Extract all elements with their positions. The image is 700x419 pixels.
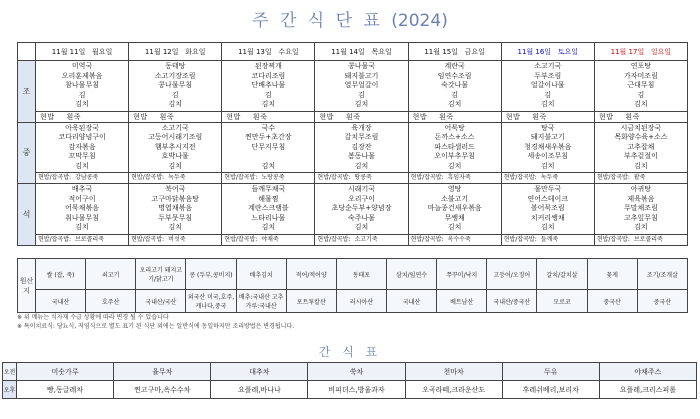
dish-item: 어묵탕 — [444, 123, 465, 132]
dish-item: 찐만두+초간장 — [245, 133, 292, 141]
meal-label: 중 — [18, 122, 36, 184]
dish-item: 무말채조림 — [624, 204, 658, 212]
dish-item: 근대무침 — [627, 81, 655, 89]
dish-item: 세송이조무침 — [527, 152, 569, 160]
title-text: 주 간 식 단 표 — [252, 11, 383, 31]
menu-cell-fri — [408, 184, 501, 235]
menu-cell-wed — [222, 184, 315, 235]
day-header-fri: 11월 15일 금요일 — [408, 43, 501, 61]
rice-porridge-cell — [222, 234, 315, 245]
dish-item: 참나물무침 — [65, 81, 99, 89]
origin-item-country: 국내산 — [386, 290, 436, 313]
dish-item: 취나물무침 — [65, 213, 99, 222]
rice-porridge-cell — [594, 173, 687, 184]
dish-item: 단무지무침 — [251, 142, 286, 151]
corner-cell — [18, 43, 36, 61]
dish-item: 봄동나물 — [347, 152, 376, 160]
origin-item-name: 쇠고기 — [86, 259, 136, 290]
dish-item: 청경채새우볶음 — [524, 142, 572, 151]
menu-cell-sun — [594, 184, 687, 235]
dish-item: 육개장 — [351, 123, 372, 132]
rice-label: 현밥/잡곡밥: — [38, 174, 72, 181]
dish-item: 해물찜 — [258, 194, 279, 203]
dish-item: 소고기장조림 — [154, 71, 196, 80]
dish-item — [222, 152, 314, 162]
origin-item-name: 삼치/임연수 — [386, 259, 436, 290]
snack-item: 대추차 — [211, 363, 308, 381]
rice-cell — [501, 111, 594, 122]
porridge-label: 흰죽 — [252, 112, 268, 121]
dish-item: 감자볶음 — [68, 142, 96, 151]
porridge-name: 흑임자죽 — [447, 174, 471, 181]
dish-item: 김 — [358, 90, 365, 99]
rice-porridge-cell — [501, 234, 594, 245]
rice-label: 현밥/잡곡밥: — [224, 235, 258, 243]
snack-item: 천마차 — [405, 363, 502, 381]
rice-label: 현밥/잡곡밥: — [503, 235, 537, 243]
origin-item-country: 러시아산 — [336, 290, 386, 313]
rice-porridge-cell — [36, 173, 129, 184]
snack-item: 요플레,크리스피롤 — [599, 381, 696, 399]
dish-item: 영탕 — [447, 185, 462, 193]
day-header-thu: 11월 14일 목요일 — [315, 43, 408, 61]
meal-label: 석 — [18, 184, 36, 246]
dish-item: 열무얼갈이 — [344, 81, 379, 89]
menu-cell-mon — [36, 184, 129, 235]
dish-item: 오리훈제볶음 — [61, 71, 103, 80]
dish-item: 햄부추시지전 — [154, 142, 196, 151]
menu-cell-sun — [594, 61, 687, 112]
dish-item: 오이부추무침 — [434, 152, 475, 160]
dish-item: 꼬막무침 — [68, 152, 96, 160]
rice-porridge-cell — [129, 173, 222, 184]
dish-item: 목화양수육+소스 — [614, 133, 668, 141]
dish-item: 김치 — [261, 223, 276, 231]
snack-item: 쑥차 — [308, 363, 405, 381]
dish-item: 고구마닭볶음탕 — [151, 194, 199, 203]
origin-item-country: 국내산 — [36, 290, 86, 313]
rice-label: 현밥/잡곡밥: — [224, 174, 258, 181]
origin-item-name: 오리고기 돼지고기/닭고기 — [136, 259, 186, 290]
dish-item: 마늘종건새우볶음 — [427, 204, 482, 212]
porridge-name: 팥죽 — [633, 174, 646, 181]
menu-cell-wed — [222, 61, 315, 112]
origin-item-country: 외국산 미국,호주,캐나다,중국 — [186, 290, 236, 313]
origin-item-name: 고등어/오징어 — [487, 259, 537, 290]
rice-porridge-cell — [594, 234, 687, 245]
dish-item: 김 — [544, 90, 552, 99]
dish-item: 가자미조림 — [624, 71, 658, 80]
rice-label: 현밥/잡곡밥: — [131, 235, 165, 243]
rice-cell — [222, 111, 315, 122]
dish-item: 코다리조림 — [251, 71, 286, 80]
dish-item: 김치 — [541, 223, 555, 231]
porridge-label: 흰죽 — [625, 112, 640, 121]
snack-item: 후레쉬베리,보리차 — [502, 381, 599, 399]
day-header-mon: 11월 11일 월요일 — [36, 43, 129, 61]
origin-item-country: 중국산 — [637, 290, 687, 313]
dish-item: 명엽채볶음 — [158, 204, 193, 212]
dish-item: 김치 — [541, 100, 555, 108]
rice-label: 현밥/잡곡밥: — [596, 174, 630, 181]
rice-label: 현밥/잡곡밥: — [131, 174, 165, 181]
weekly-menu-table — [17, 42, 688, 246]
rice-row — [18, 234, 688, 245]
menu-cell-thu — [315, 61, 408, 112]
origin-item-country: 호주산 — [86, 290, 136, 313]
dish-item: 물만두국 — [534, 185, 562, 193]
dish-item: 김치 — [354, 161, 369, 170]
dish-item: 치커리쌩채 — [530, 213, 565, 222]
dish-item: 연어스테이크 — [527, 194, 569, 203]
dish-item: 소고기국 — [534, 62, 562, 70]
rice-porridge-cell — [315, 173, 408, 184]
dish-item: 김치 — [447, 161, 462, 170]
dish-item: 숙갓나물 — [441, 81, 469, 89]
rice-label: 현밥 — [598, 112, 614, 121]
dish-item: 김치 — [168, 100, 182, 108]
dish-item: 김치 — [447, 223, 462, 231]
porridge-name: 강남콩죽 — [75, 174, 99, 181]
dish-item: 콩나물국 — [347, 62, 376, 70]
rice-porridge-cell — [129, 234, 222, 245]
menu-cell-fri — [408, 122, 501, 173]
dish-item: 김치 — [168, 161, 182, 170]
dish-item: 김 — [78, 90, 86, 99]
porridge-name: 야채죽 — [261, 235, 279, 243]
day-header-sun: 11월 17일 일요일 — [594, 43, 687, 61]
dish-item: 두부조림 — [534, 71, 562, 80]
origin-item-country: 배추:국내산 고추가루:국내산 — [236, 290, 286, 313]
dish-item: 김치 — [261, 161, 276, 170]
note-1: ※ 위 메뉴는 식자재 수급 상황에 따라 변경 될 수 있습니다 — [17, 314, 169, 321]
dish-item: 김치 — [168, 223, 182, 231]
dish-item: 김치 — [75, 223, 89, 231]
porridge-name: 땅콩죽 — [354, 174, 372, 181]
rice-porridge-cell — [501, 173, 594, 184]
dish-item: 김치 — [354, 100, 369, 108]
rice-row — [18, 173, 688, 184]
dish-item: 아욱된장국 — [65, 123, 99, 132]
dish-item: 돈까스+소스 — [434, 133, 475, 141]
snack-item: 두유 — [502, 363, 599, 381]
menu-cell-sun — [594, 122, 687, 173]
menu-cell-sat — [501, 61, 594, 112]
rice-label: 현밥/잡곡밥: — [503, 174, 537, 181]
rice-label: 현밥 — [133, 112, 148, 121]
snack-item: 요플레,바나나 — [211, 381, 308, 399]
menu-cell-sat — [501, 122, 594, 173]
porridge-name: 녹두죽 — [168, 174, 186, 181]
origin-item-name: 조기/조개살 — [637, 259, 687, 290]
note-2: ※ 특이치료식: 당뇨식, 저염식으로 별도 표기 된 식단 외에는 일반식에 동일하지만 조리방법은 변경됩니다. — [17, 323, 295, 330]
menu-cell-wed — [222, 122, 315, 173]
dish-item: 고추잡채 — [627, 142, 655, 151]
dish-item: 김치 — [634, 161, 648, 170]
porridge-name: 브로콜리죽 — [75, 235, 105, 243]
dish-item: 고추잎무침 — [624, 213, 658, 222]
dish-item: 볼어묵조림 — [530, 204, 565, 212]
dish-item: 된장찌개 — [254, 62, 282, 70]
rice-label: 현밥/잡곡밥: — [38, 235, 72, 243]
dish-item: 임연수조림 — [437, 71, 472, 80]
rice-porridge-cell — [222, 173, 315, 184]
menu-cell-tue — [129, 184, 222, 235]
origin-names-row — [18, 259, 688, 290]
snack-item: 야채주스 — [599, 363, 696, 381]
origin-item-name: 콩 (두부,콩비지) — [186, 259, 236, 290]
menu-cell-fri — [408, 61, 501, 112]
rice-label: 현밥/잡곡밥: — [317, 174, 351, 181]
dish-item: 코다리양념구이 — [58, 133, 106, 141]
porridge-name: 노랑콩죽 — [261, 174, 285, 181]
origin-item-country: 국내산/국산 — [136, 290, 186, 313]
menu-cell-thu — [315, 184, 408, 235]
porridge-label: 흰죽 — [439, 112, 454, 121]
rice-label: 현밥 — [412, 112, 428, 121]
dish-item: 무쌩채 — [444, 213, 465, 222]
snack-table — [2, 362, 697, 399]
snack-row — [3, 381, 697, 399]
dish-item: 돼지불고기 — [530, 133, 565, 141]
dish-item: 시금치된장국 — [620, 123, 662, 132]
dish-item: 제육볶음 — [627, 194, 655, 203]
dish-item: 김치 — [447, 100, 462, 108]
dish-item: 김 — [171, 90, 179, 99]
dish-item: 숙주나물 — [347, 213, 376, 222]
dish-item: 김 — [637, 90, 645, 99]
origin-item-name: 쭈꾸미/낙지 — [437, 259, 487, 290]
snack-item: 오곡라떼,크라운산도 — [405, 381, 502, 399]
dish-item: 김치 — [541, 161, 555, 170]
menu-cell-mon — [36, 122, 129, 173]
dish-item: 동태탕 — [165, 62, 186, 70]
dish-item: 김치 — [75, 161, 89, 170]
dish-item: 콩나물무침 — [158, 81, 193, 89]
porridge-name: 녹두죽 — [540, 174, 559, 181]
origin-item-name: 적어/적어양 — [286, 259, 336, 290]
rice-cell — [129, 111, 222, 122]
origin-item-country: 포트투칼산 — [286, 290, 336, 313]
porridge-label: 흰죽 — [66, 112, 82, 121]
dish-item: 소고기국 — [161, 123, 189, 132]
notes — [17, 313, 294, 331]
porridge-name: 옥수수죽 — [447, 235, 471, 243]
day-header-tue: 11월 12일 화요일 — [129, 43, 222, 61]
dish-item: 느타리나물 — [251, 213, 286, 222]
dish-item: 배추국 — [71, 185, 93, 193]
page-title — [0, 6, 700, 31]
dish-item: 북어국 — [165, 185, 186, 193]
meal-row — [18, 122, 688, 173]
title-year: (2024) — [391, 11, 448, 31]
dish-item: 김치 — [261, 100, 276, 108]
dish-item: 김치 — [634, 223, 648, 231]
origin-table — [17, 258, 688, 313]
dish-item: 김 — [451, 90, 459, 99]
meal-row — [18, 184, 688, 235]
menu-cell-sat — [501, 184, 594, 235]
dish-item: 단배추나물 — [251, 81, 286, 89]
rice-porridge-cell — [315, 234, 408, 245]
dish-item: 아귀탕 — [630, 185, 652, 193]
origin-item-name: 쌀 (잡, 죽) — [36, 259, 86, 290]
snack-time-label: 오전 — [3, 363, 17, 381]
dish-item: 국수 — [261, 123, 276, 132]
rice-label: 현밥/잡곡밥: — [410, 235, 444, 243]
dish-item: 김치 — [75, 100, 89, 108]
menu-cell-mon — [36, 61, 129, 112]
menu-cell-tue — [129, 122, 222, 173]
rice-label: 현밥/잡곡밥: — [596, 235, 630, 243]
origin-label: 원산지 — [18, 259, 36, 313]
menu-cell-tue — [129, 61, 222, 112]
dish-item: 김치 — [634, 100, 648, 108]
dish-item: 김치 — [354, 223, 369, 231]
dish-item: 파스타샐러드 — [434, 142, 475, 151]
origin-item-name: 갈치/갈치살 — [537, 259, 587, 290]
origin-item-country: 중국산 — [587, 290, 637, 313]
dish-item: 적어구이 — [68, 194, 96, 203]
porridge-name: 브로콜리죽 — [633, 235, 663, 243]
dish-item: 김 — [264, 90, 272, 99]
rice-porridge-cell — [408, 234, 501, 245]
dish-item: 연포탕 — [630, 62, 652, 70]
snack-item: 비피더스,방울과자 — [308, 381, 405, 399]
meal-label: 조 — [18, 61, 36, 123]
dish-item: 탕국 — [541, 123, 555, 132]
dish-item: 갈치무조림 — [344, 133, 379, 141]
origin-item-country: 베트남산 — [437, 290, 487, 313]
porridge-label: 흰죽 — [345, 112, 361, 121]
dish-item: 시래기국 — [347, 185, 376, 193]
meal-row — [18, 61, 688, 112]
porridge-label: 흰죽 — [532, 112, 547, 121]
origin-item-country: 모로코 — [537, 290, 587, 313]
porridge-name: 버섯죽 — [168, 235, 186, 243]
dish-item: 어묵채볶음 — [65, 204, 99, 212]
dish-item: 부추겉절이 — [624, 152, 658, 160]
dish-item: 들깨무채국 — [251, 185, 286, 193]
origin-item-country: 국내산/중국산 — [487, 290, 537, 313]
origin-item-name: 꽃게 — [587, 259, 637, 290]
porridge-name: 들깨죽 — [540, 235, 559, 243]
dish-item: 계란국 — [444, 62, 465, 70]
porridge-name: 소고기죽 — [354, 235, 378, 243]
snack-item: 미숫가루 — [17, 363, 114, 381]
menu-cell-thu — [315, 122, 408, 173]
porridge-label: 흰죽 — [159, 112, 175, 121]
rice-cell — [36, 111, 129, 122]
snack-time-label: 오후 — [3, 381, 17, 399]
rice-label: 현밥/잡곡밥: — [410, 174, 444, 181]
dish-item: 초당순두부+양념장 — [331, 204, 392, 212]
day-header-sat: 11월 16일 토요일 — [501, 43, 594, 61]
rice-cell — [408, 111, 501, 122]
origin-item-name: 동태포 — [336, 259, 386, 290]
dish-item: 고등어시래기조림 — [148, 133, 203, 141]
rice-label: 현밥 — [505, 112, 521, 121]
rice-label: 현밥/잡곡밥: — [317, 235, 351, 243]
origin-values-row — [18, 290, 688, 313]
dish-item: 얼갈이나물 — [530, 81, 565, 89]
dish-item: 호박나물 — [161, 152, 189, 160]
day-header-wed: 11월 13일 수요일 — [222, 43, 315, 61]
rice-porridge-cell — [408, 173, 501, 184]
rice-cell — [594, 111, 687, 122]
snack-item: 빵,동글레차 — [17, 381, 114, 399]
dish-item: 소불고기 — [441, 194, 469, 203]
rice-label: 현밥 — [40, 112, 55, 121]
origin-item-name: 배추김치 — [236, 259, 286, 290]
rice-porridge-cell — [36, 234, 129, 245]
dish-item: 미역국 — [71, 62, 93, 70]
dish-item: 돼지불고기 — [344, 71, 379, 80]
rice-label: 현밥 — [319, 112, 334, 121]
rice-cell — [315, 111, 408, 122]
rice-label: 현밥 — [226, 112, 241, 121]
rice-row — [18, 111, 688, 122]
snack-item: 율무차 — [114, 363, 211, 381]
dish-item: 두부뭇무침 — [158, 213, 193, 222]
dish-item: 오리구이 — [347, 194, 376, 203]
dish-item: 계란스크램블 — [248, 204, 289, 212]
dish-item: 김장잔 — [351, 142, 372, 151]
snack-item: 찐고구마,옥수수차 — [114, 381, 211, 399]
snack-row — [3, 363, 697, 381]
snack-title: 간 식 표 — [318, 345, 382, 359]
